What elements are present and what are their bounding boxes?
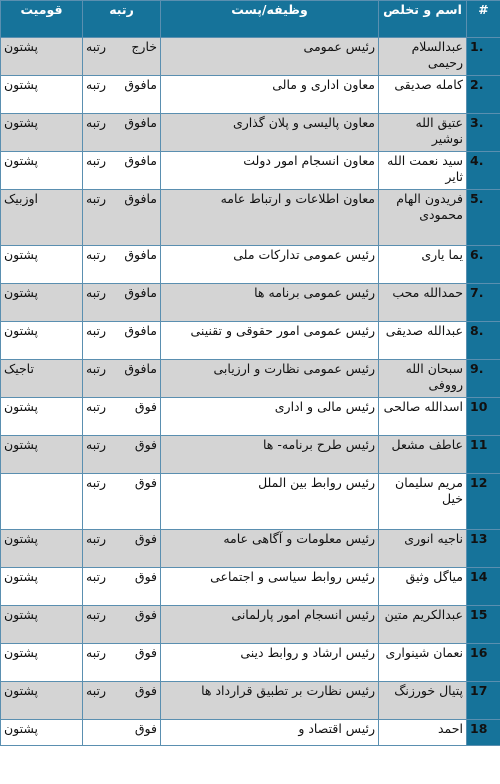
cell-position: رئیس اقتصاد و bbox=[161, 720, 379, 746]
cell-position: رئیس مالی و اداری bbox=[161, 398, 379, 436]
table-row bbox=[1, 152, 500, 190]
cell-position: رئیس روابط بین الملل bbox=[161, 474, 379, 530]
cell-rank: فوق رتبه bbox=[83, 436, 161, 474]
cell-ethnicity: پشتون bbox=[1, 322, 83, 360]
cell-name: عتیق الله نوشیر bbox=[379, 114, 467, 152]
table-row bbox=[1, 38, 500, 76]
table-row bbox=[1, 360, 500, 398]
cell-ethnicity: تاجیک bbox=[1, 360, 83, 398]
cell-number: 2. bbox=[467, 76, 500, 114]
cell-ethnicity: پشتون bbox=[1, 644, 83, 682]
cell-name: یما یاری bbox=[379, 246, 467, 284]
cell-rank: مافوق رتبه bbox=[83, 322, 161, 360]
cell-ethnicity: پشتون bbox=[1, 606, 83, 644]
cell-position: رئیس انسجام امور پارلمانی bbox=[161, 606, 379, 644]
cell-ethnicity: پشتون bbox=[1, 152, 83, 190]
table-row bbox=[1, 644, 500, 682]
header-rank: رتبه bbox=[83, 1, 161, 38]
cell-name: اسدالله صالحی bbox=[379, 398, 467, 436]
cell-position: معاون اداری و مالی bbox=[161, 76, 379, 114]
cell-name: نعمان شینواری bbox=[379, 644, 467, 682]
cell-number: 11 bbox=[467, 436, 500, 474]
cell-ethnicity: پشتون bbox=[1, 246, 83, 284]
cell-position: معاون پالیسی و پلان گذاری bbox=[161, 114, 379, 152]
table-row bbox=[1, 568, 500, 606]
cell-number: 18 bbox=[467, 720, 500, 746]
cell-rank: فوق رتبه bbox=[83, 530, 161, 568]
cell-name: سید نعمت الله ثایر bbox=[379, 152, 467, 190]
header-name: اسم و تخلص bbox=[379, 1, 467, 38]
cell-position: معاون انسجام امور دولت bbox=[161, 152, 379, 190]
table-row bbox=[1, 436, 500, 474]
cell-name: میاگل وثیق bbox=[379, 568, 467, 606]
table-row bbox=[1, 682, 500, 720]
cell-name: عبدالسلام رحیمی bbox=[379, 38, 467, 76]
cell-number: 1. bbox=[467, 38, 500, 76]
table-row bbox=[1, 190, 500, 246]
cell-rank: خارج رتبه bbox=[83, 38, 161, 76]
cell-position: رئیس عمومی برنامه ها bbox=[161, 284, 379, 322]
cell-position: رئیس عمومی نظارت و ارزیابی bbox=[161, 360, 379, 398]
cell-name: احمد bbox=[379, 720, 467, 746]
cell-rank: مافوق رتبه bbox=[83, 190, 161, 246]
cell-name: پتیال خورزنگ bbox=[379, 682, 467, 720]
cell-name: فریدون الهام محمودی bbox=[379, 190, 467, 246]
cell-position: رئیس عمومی امور حقوقی و تقنینی bbox=[161, 322, 379, 360]
cell-number: 10 bbox=[467, 398, 500, 436]
cell-position: رئیس عمومی bbox=[161, 38, 379, 76]
cell-number: 4. bbox=[467, 152, 500, 190]
cell-rank: مافوق رتبه bbox=[83, 246, 161, 284]
cell-ethnicity: پشتون bbox=[1, 38, 83, 76]
cell-ethnicity: پشتون bbox=[1, 720, 83, 746]
cell-number: 15 bbox=[467, 606, 500, 644]
table-row bbox=[1, 322, 500, 360]
cell-name: کامله صدیقی bbox=[379, 76, 467, 114]
cell-rank: فوق bbox=[83, 720, 161, 746]
cell-number: 13 bbox=[467, 530, 500, 568]
cell-number: 8. bbox=[467, 322, 500, 360]
cell-position: رئیس نظارت بر تطبیق قرارداد ها bbox=[161, 682, 379, 720]
cell-rank: فوق رتبه bbox=[83, 568, 161, 606]
table-header-row bbox=[1, 1, 500, 38]
cell-ethnicity: پشتون bbox=[1, 568, 83, 606]
cell-number: 9. bbox=[467, 360, 500, 398]
table-row bbox=[1, 246, 500, 284]
table-row bbox=[1, 76, 500, 114]
cell-ethnicity: پشتون bbox=[1, 114, 83, 152]
cell-number: 7. bbox=[467, 284, 500, 322]
cell-name: حمدالله محب bbox=[379, 284, 467, 322]
table-row bbox=[1, 398, 500, 436]
cell-ethnicity bbox=[1, 474, 83, 530]
cell-ethnicity: پشتون bbox=[1, 682, 83, 720]
cell-position: معاون اطلاعات و ارتباط عامه bbox=[161, 190, 379, 246]
cell-number: 16 bbox=[467, 644, 500, 682]
cell-rank: فوق رتبه bbox=[83, 644, 161, 682]
cell-name: ناجیه انوری bbox=[379, 530, 467, 568]
table-row bbox=[1, 720, 500, 746]
table-body bbox=[1, 38, 500, 746]
cell-ethnicity: پشتون bbox=[1, 398, 83, 436]
cell-rank: فوق رتبه bbox=[83, 606, 161, 644]
cell-ethnicity: اوزبیک bbox=[1, 190, 83, 246]
header-number: # bbox=[467, 1, 500, 38]
cell-name: سبحان الله رووفی bbox=[379, 360, 467, 398]
table-row bbox=[1, 114, 500, 152]
cell-number: 17 bbox=[467, 682, 500, 720]
header-ethnicity: قومیت bbox=[1, 1, 83, 38]
cell-rank: مافوق رتبه bbox=[83, 152, 161, 190]
cell-rank: فوق رتبه bbox=[83, 398, 161, 436]
cell-position: رئیس عمومی تدارکات ملی bbox=[161, 246, 379, 284]
cell-rank: مافوق رتبه bbox=[83, 76, 161, 114]
table-row bbox=[1, 530, 500, 568]
cell-number: 12 bbox=[467, 474, 500, 530]
cell-number: 3. bbox=[467, 114, 500, 152]
cell-position: رئیس طرح برنامه- ها bbox=[161, 436, 379, 474]
cell-rank: فوق رتبه bbox=[83, 474, 161, 530]
cell-number: 14 bbox=[467, 568, 500, 606]
cell-rank: فوق رتبه bbox=[83, 682, 161, 720]
cell-ethnicity: پشتون bbox=[1, 76, 83, 114]
cell-name: مریم سلیمان خیل bbox=[379, 474, 467, 530]
cell-number: 6. bbox=[467, 246, 500, 284]
cell-name: عاطف مشعل bbox=[379, 436, 467, 474]
cell-ethnicity: پشتون bbox=[1, 530, 83, 568]
table-row bbox=[1, 474, 500, 530]
cell-rank: مافوق رتبه bbox=[83, 114, 161, 152]
cell-position: رئیس روابط سیاسی و اجتماعی bbox=[161, 568, 379, 606]
cell-position: رئیس ارشاد و روابط دینی bbox=[161, 644, 379, 682]
header-position: وظیفه/پست bbox=[161, 1, 379, 38]
cell-position: رئیس معلومات و آگاهی عامه bbox=[161, 530, 379, 568]
table-row bbox=[1, 606, 500, 644]
table-row bbox=[1, 284, 500, 322]
cell-ethnicity: پشتون bbox=[1, 436, 83, 474]
cell-number: 5. bbox=[467, 190, 500, 246]
cell-name: عبدالکریم متین bbox=[379, 606, 467, 644]
cell-name: عبدالله صدیقی bbox=[379, 322, 467, 360]
cell-rank: مافوق رتبه bbox=[83, 360, 161, 398]
cell-rank: مافوق رتبه bbox=[83, 284, 161, 322]
cell-ethnicity: پشتون bbox=[1, 284, 83, 322]
